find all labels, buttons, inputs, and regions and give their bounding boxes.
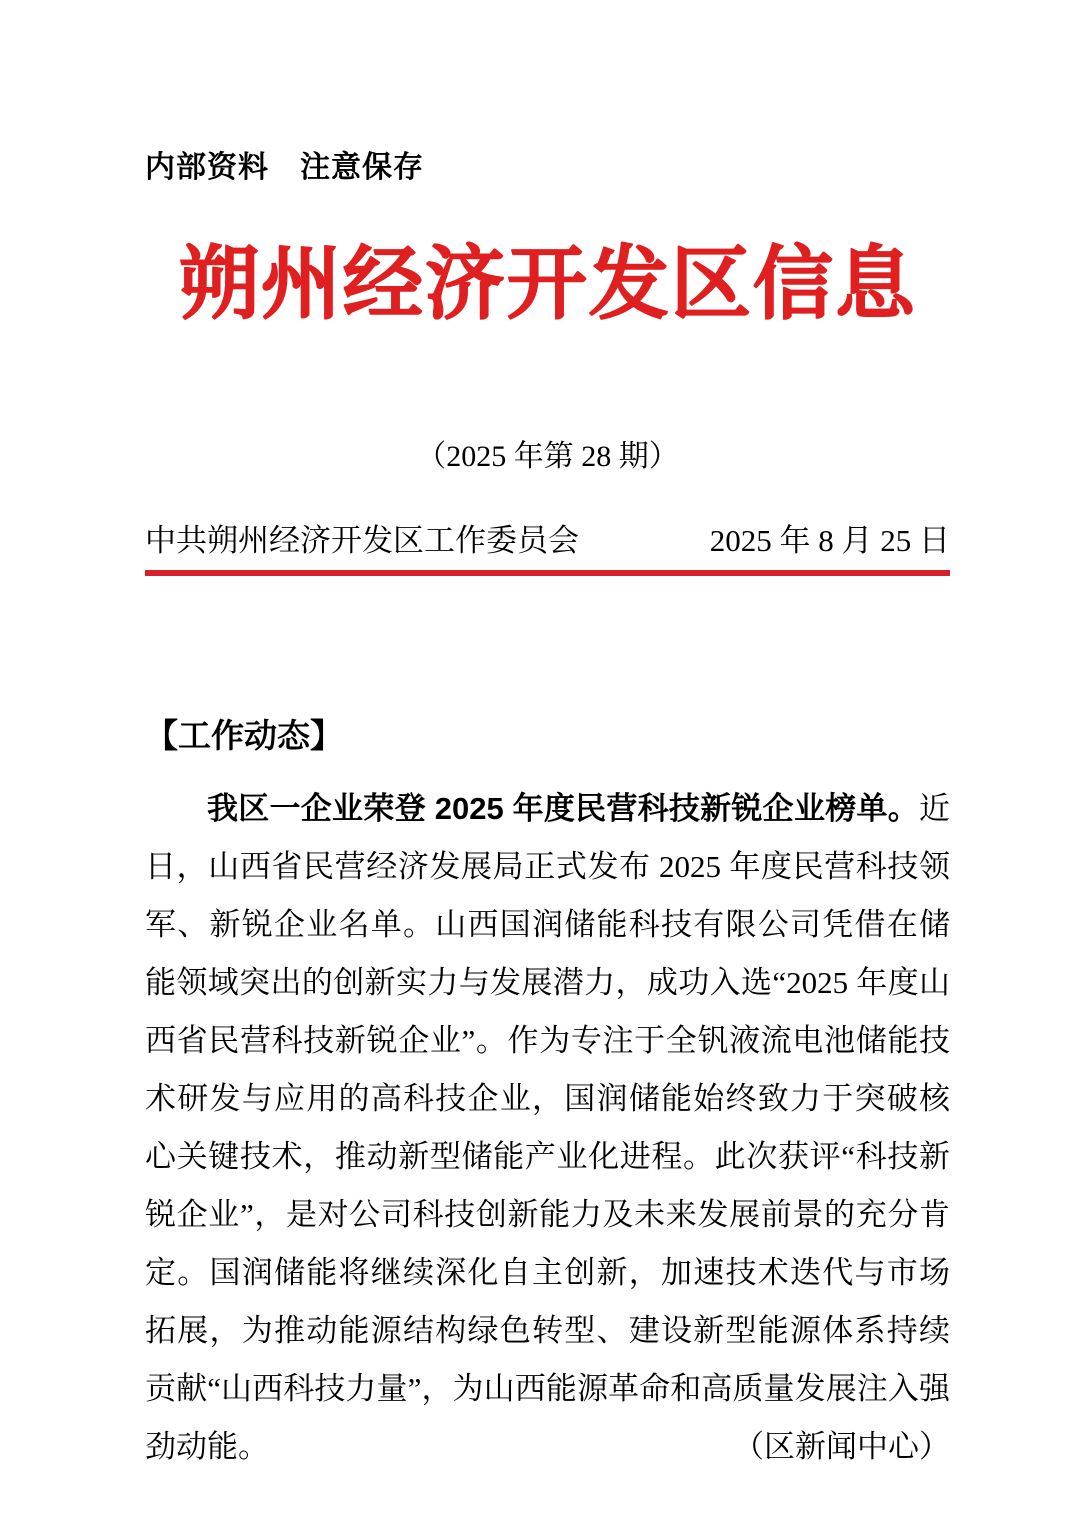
- article-body-text: 近日，山西省民营经济发展局正式发布 2025 年度民营科技领军、新锐企业名单。山西国润储能科技有限公司凭借在储能领域突出的创新实力与发展潜力，成功入选“2025 年度山西省民营科技新锐企业”。作为专注于全钒液流电池储能技术研发与应用的高科技企业，国润储能始终致力于突破核心关键技术，推动新型储能产业化进程。此次获评“科技新锐企业”，是对公司科技创新能力及未来发展前景的充分肯定。国润储能将继续深化自主创新，加速技术迭代与市场拓展，为推动能源结构绿色转型、建设新型能源体系持续贡献“山西科技力量”，为山西能源革命和高质量发展注入强劲动能。: [145, 791, 950, 1464]
- masthead-row: [145, 523, 950, 559]
- divider-rule: [145, 570, 950, 576]
- publish-date: 2025 年 8 月 25 日: [709, 523, 950, 558]
- issue-number: （2025 年第 28 期）: [416, 440, 679, 473]
- publisher-name: 中共朔州经济开发区工作委员会: [145, 523, 579, 558]
- classification-notice: 内部资料 注意保存: [145, 151, 424, 184]
- article-headline: 我区一企业荣登 2025 年度民营科技新锐企业榜单。: [207, 791, 919, 826]
- article-paragraph: [145, 780, 950, 1476]
- section-header-work-dynamics: 【工作动态】: [145, 717, 343, 754]
- article-byline: （区新闻中心）: [733, 1429, 950, 1464]
- bulletin-title: 朔州经济开发区信息: [178, 236, 917, 330]
